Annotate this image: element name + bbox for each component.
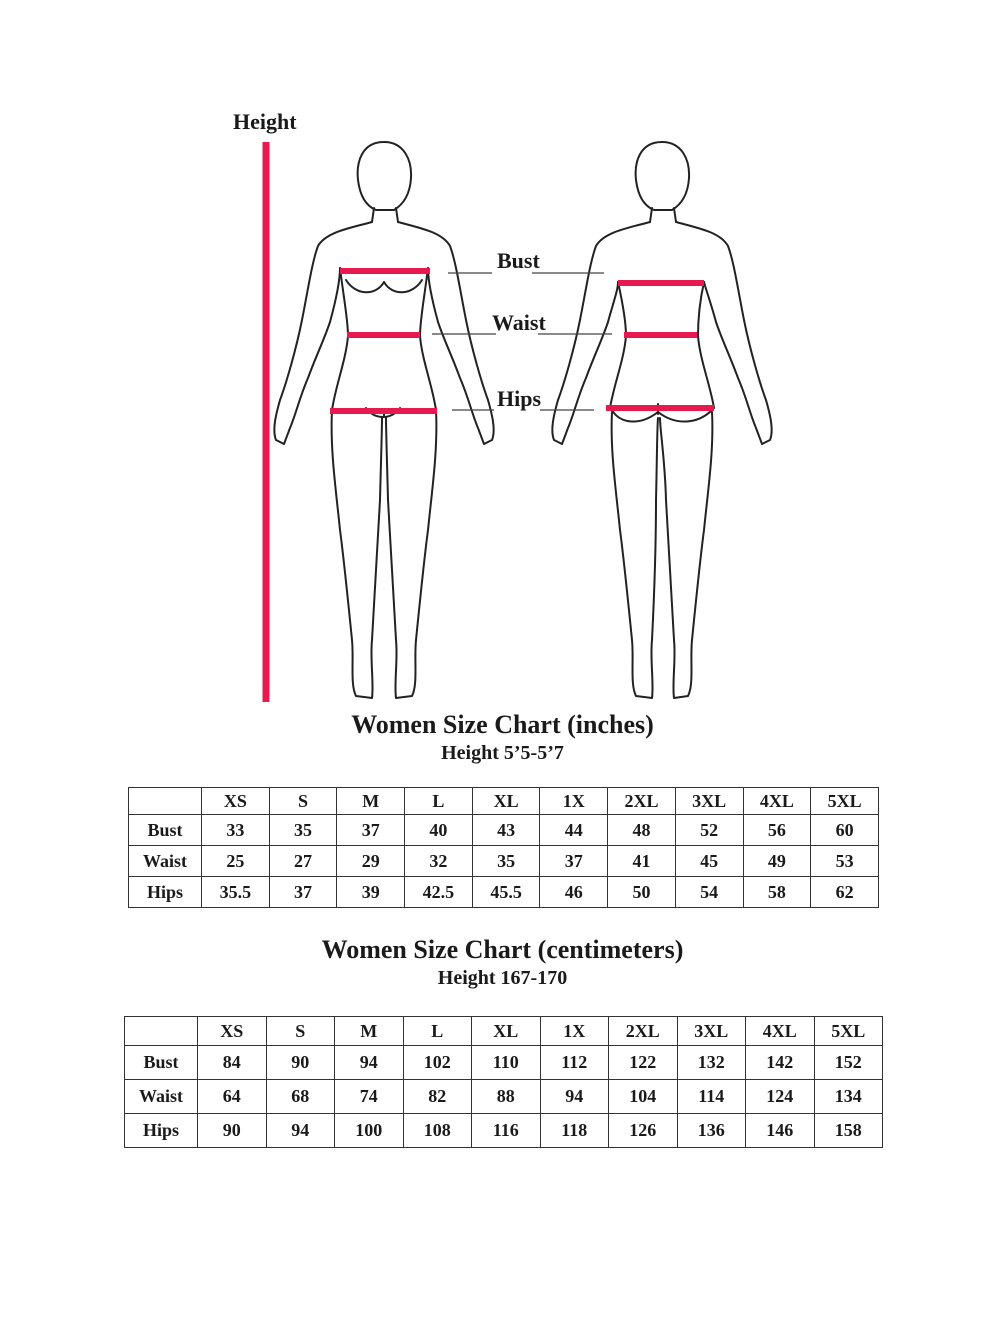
table-cell: 94 [335,1046,404,1080]
table-cell: 37 [269,877,337,908]
table-cell: 124 [746,1080,815,1114]
waist-label: Waist [492,310,546,335]
table-cell: 116 [472,1114,541,1148]
table-cell: 42.5 [405,877,473,908]
table-cell: 64 [198,1080,267,1114]
table-cell: 136 [677,1114,746,1148]
table-cell: 37 [337,815,405,846]
table-cell: 37 [540,846,608,877]
inches-chart-title: Women Size Chart (inches) [351,710,654,739]
centimeters-size-table [124,1016,883,1148]
table-row [125,1046,883,1080]
table-cell: 100 [335,1114,404,1148]
size-header: M [335,1017,404,1046]
size-header: 4XL [746,1017,815,1046]
table-cell: 146 [746,1114,815,1148]
table-cell: 152 [814,1046,883,1080]
table-cell: 45 [675,846,743,877]
row-label: Bust [125,1046,198,1080]
table-cell: 104 [609,1080,678,1114]
front-hips-band [330,408,437,414]
size-header: S [266,1017,335,1046]
table-cell: 40 [405,815,473,846]
back-figure [552,142,771,698]
table-row [129,815,879,846]
table-row [125,1080,883,1114]
table-cell: 158 [814,1114,883,1148]
back-waist-band [624,332,697,338]
table-cell: 74 [335,1080,404,1114]
centimeters-chart-title: Women Size Chart (centimeters) [321,935,684,964]
table-cell: 62 [811,877,879,908]
table-cell: 27 [269,846,337,877]
table-cell: 44 [540,815,608,846]
size-header: 5XL [811,788,879,815]
size-header: L [403,1017,472,1046]
table-cell: 35.5 [202,877,270,908]
front-figure [274,142,493,698]
table-cell: 68 [266,1080,335,1114]
table-cell: 102 [403,1046,472,1080]
size-header: XL [472,788,540,815]
table-cell: 33 [202,815,270,846]
inches-chart-subtitle: Height 5’5-5’7 [441,742,564,764]
row-label: Hips [125,1114,198,1148]
bust-label: Bust [497,248,540,273]
size-header: M [337,788,405,815]
table-cell: 41 [608,846,676,877]
table-cell: 46 [540,877,608,908]
table-cell: 50 [608,877,676,908]
table-cell: 108 [403,1114,472,1148]
table-cell: 53 [811,846,879,877]
table-cell: 54 [675,877,743,908]
row-label: Waist [129,846,202,877]
table-cell: 25 [202,846,270,877]
table-cell: 58 [743,877,811,908]
table-cell: 29 [337,846,405,877]
hips-label: Hips [497,386,542,411]
table-cell: 110 [472,1046,541,1080]
back-bust-band [618,280,704,286]
front-waist-band [347,332,420,338]
table-cell: 84 [198,1046,267,1080]
table-cell: 45.5 [472,877,540,908]
table-cell: 32 [405,846,473,877]
table-cell: 134 [814,1080,883,1114]
table-cell: 94 [540,1080,609,1114]
size-header: 4XL [743,788,811,815]
size-header: 3XL [677,1017,746,1046]
size-header: 2XL [608,788,676,815]
table-cell: 88 [472,1080,541,1114]
table-cell: 90 [198,1114,267,1148]
centimeters-chart-subtitle: Height 167-170 [437,967,568,989]
table-cell: 82 [403,1080,472,1114]
table-header-row [129,788,879,815]
table-cell: 114 [677,1080,746,1114]
height-label: Height [233,109,297,134]
table-cell: 35 [472,846,540,877]
inches-size-table [128,787,879,908]
front-bust-band [340,268,430,274]
table-cell: 48 [608,815,676,846]
row-label: Waist [125,1080,198,1114]
table-cell: 112 [540,1046,609,1080]
table-row [129,877,879,908]
size-header: S [269,788,337,815]
table-cell: 39 [337,877,405,908]
table-cell: 122 [609,1046,678,1080]
table-cell: 43 [472,815,540,846]
table-cell: 35 [269,815,337,846]
size-header: XS [202,788,270,815]
table-row [125,1114,883,1148]
size-header: XL [472,1017,541,1046]
table-cell: 126 [609,1114,678,1148]
table-cell: 132 [677,1046,746,1080]
corner-cell [129,788,202,815]
size-header: 1X [540,788,608,815]
corner-cell [125,1017,198,1046]
size-header: 1X [540,1017,609,1046]
row-label: Bust [129,815,202,846]
table-row [129,846,879,877]
table-cell: 142 [746,1046,815,1080]
table-cell: 49 [743,846,811,877]
size-header: 3XL [675,788,743,815]
size-header: 2XL [609,1017,678,1046]
size-header: 5XL [814,1017,883,1046]
table-cell: 90 [266,1046,335,1080]
row-label: Hips [129,877,202,908]
table-cell: 56 [743,815,811,846]
size-header: XS [198,1017,267,1046]
table-cell: 94 [266,1114,335,1148]
size-header: L [405,788,473,815]
back-hips-band [606,405,714,411]
table-cell: 52 [675,815,743,846]
table-cell: 60 [811,815,879,846]
table-cell: 118 [540,1114,609,1148]
table-header-row [125,1017,883,1046]
